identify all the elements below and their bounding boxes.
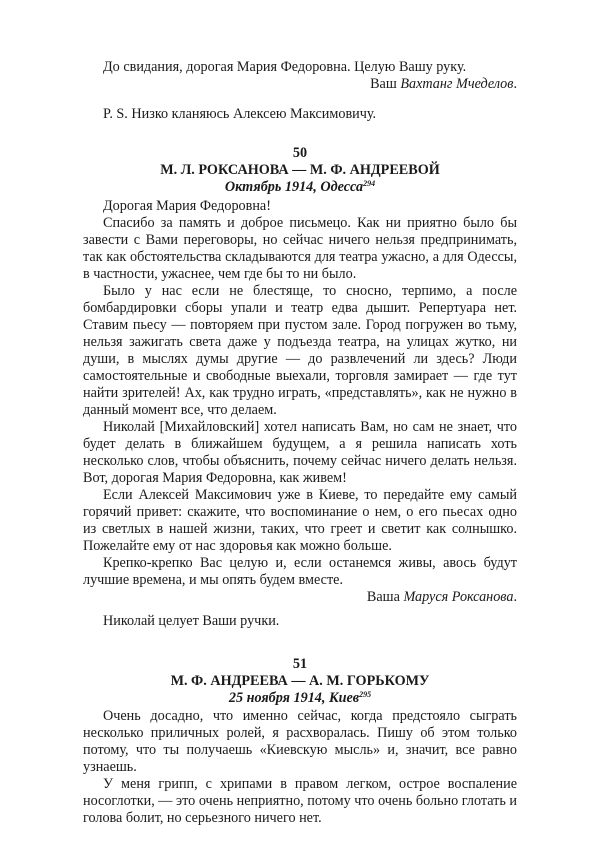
date-place: 25 ноября 1914, Киев [228,690,360,706]
salutation: Дорогая Мария Федоровна! [103,198,271,214]
postscript: P. S. Низко кланяюсь Алексею Максимовичу. [103,106,377,122]
paragraph: Николай [Михайловский] хотел написать Вам, но сам не знает, что будет делать в ближайшем будущем, а я решила написать хоть несколько слов, чтобы объяснить, почему сейчас ничего делать нельзя. Вот, дорогая Мария Федоровна, как живем! [83,419,517,486]
signature-prefix: Ваша [366,589,404,605]
signature-prefix: Ваш [370,76,401,92]
paragraph: Спасибо за память и доброе письмецо. Как ни приятно было бы завести с Вами переговоры, но сейчас ничего нельзя предпринимать, так как обстоятельства складываются для театра ужасно, а для Одессы, в частности, ужаснее, чем где бы то ни было. [83,215,517,282]
letter-title: М. Ф. АНДРЕЕВА — А. М. ГОРЬКОМУ [170,673,430,689]
letter-number: 50 [292,145,308,161]
signature-end: . [513,589,517,605]
signature-name: Маруся Роксанова [403,589,514,605]
paragraph: Было у нас если не блестяще, то сносно, терпимо, а после бомбардировки сборы упали и театр едва дышит. Репертуара нет. Ставим пьесу — повторяем при пустом зале. Город погружен во тьму, нельзя зажигать света даже у подъезда театра, на улицах жутко, ни души, в мыслях думы другие — до развлечений ли здесь? Люди самостоятельные и свободные выехали, торговля замирает — где тут найти зрителей! Ах, как трудно играть, «представлять», как не нужно в данный момент все, что делаем. [83,283,517,418]
paragraph: Очень досадно, что именно сейчас, когда предстояло сыграть несколько приличных ролей, я расхворалась. Пишу об этом только потому, что ты получаешь «Киевскую мысль» и, значит, все равно узнаешь. [83,708,517,775]
signature [83,76,517,93]
signature-end: . [513,76,517,92]
letter-number: 51 [292,656,308,672]
footnote-ref[interactable]: 295 [359,690,372,699]
letter-date [83,690,517,707]
document-page [83,59,517,827]
closing-line: До свидания, дорогая Мария Федоровна. Целую Вашу руку. [103,59,467,75]
signature-name: Вахтанг Мчеделов [400,76,514,92]
paragraph: У меня грипп, с хрипами в правом легком, острое воспаление носоглотки, — это очень неприятно, потому что очень больно глотать и голова болит, но серьезного ничего нет. [83,776,517,826]
paragraph: Если Алексей Максимович уже в Киеве, то передайте ему самый горячий привет: скажите, что воспоминание о нем, о его пьесах одно из светлых в нашей жизни, таких, что греет и светит как солнышко. Пожелайте ему от нас здоровья как можно больше. [83,487,517,554]
signature [83,589,517,606]
date-place: Октябрь 1914, Одесса [224,179,364,195]
letter-title: М. Л. РОКСАНОВА — М. Ф. АНДРЕЕВОЙ [160,162,440,178]
footnote-ref[interactable]: 294 [363,179,376,188]
letter-date [83,179,517,196]
paragraph: Крепко-крепко Вас целую и, если останемся живы, авось будут лучшие времена, и мы опять будем вместе. [83,555,517,588]
postscript: Николай целует Ваши ручки. [103,613,280,629]
